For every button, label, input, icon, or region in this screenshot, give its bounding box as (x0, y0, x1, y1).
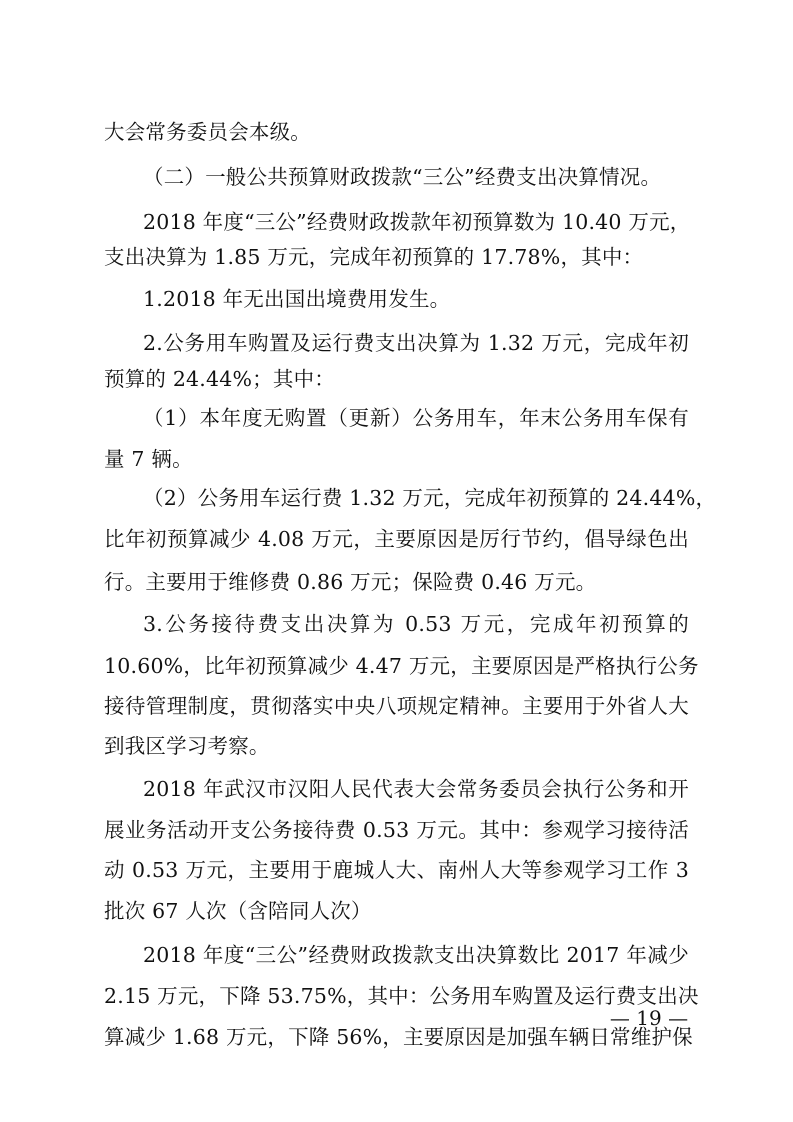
text-line: 展业务活动开支公务接待费 0.53 万元。其中：参观学习接待活 (104, 818, 689, 842)
text-line: 算减少 1.68 万元，下降 56%，主要原因是加强车辆日常维护保 (104, 1025, 693, 1049)
text-line: 2.公务用车购置及运行费支出决算为 1.32 万元，完成年初 (143, 331, 689, 355)
text-line: 到我区学习考察。 (104, 734, 270, 758)
text-line: 2018 年度“三公”经费财政拨款年初预算数为 10.40 万元， (143, 210, 691, 234)
text-line: 大会常务委员会本级。 (104, 120, 311, 144)
text-line: 10.60%，比年初预算减少 4.47 万元，主要原因是严格执行公务 (104, 654, 699, 678)
text-line: （1）本年度无购置（更新）公务用车，年末公务用车保有 (143, 406, 689, 430)
text-line: 2018 年度“三公”经费财政拨款支出决算数比 2017 年减少 (143, 943, 689, 967)
text-line: 预算的 24.44%；其中： (104, 367, 335, 391)
text-line: 2018 年武汉市汉阳人民代表大会常务委员会执行公务和开 (143, 777, 689, 801)
text-line: 批次 67 人次（含陪同人次） (104, 899, 372, 923)
section-heading: （二）一般公共预算财政拨款“三公”经费支出决算情况。 (143, 165, 662, 189)
text-line: 比年初预算减少 4.08 万元，主要原因是厉行节约，倡导绿色出 (104, 527, 689, 551)
text-line: 支出决算为 1.85 万元，完成年初预算的 17.78%，其中： (104, 245, 644, 269)
text-line: 动 0.53 万元，主要用于鹿城人大、南州人大等参观学习工作 3 (104, 858, 689, 882)
text-line: 量 7 辆。 (104, 447, 193, 471)
text-line: 3.公务接待费支出决算为 0.53 万元，完成年初预算的 (143, 612, 689, 636)
text-line: （2）公务用车运行费 1.32 万元，完成年初预算的 24.44%， (143, 486, 717, 510)
text-line: 接待管理制度，贯彻落实中央八项规定精神。主要用于外省人大 (104, 694, 689, 718)
text-line: 行。主要用于维修费 0.86 万元；保险费 0.46 万元。 (104, 570, 597, 594)
page-number: — 19 — (609, 1006, 689, 1030)
text-line: 2.15 万元，下降 53.75%，其中：公务用车购置及运行费支出决 (104, 984, 699, 1008)
text-line: 1.2018 年无出国出境费用发生。 (143, 287, 451, 311)
